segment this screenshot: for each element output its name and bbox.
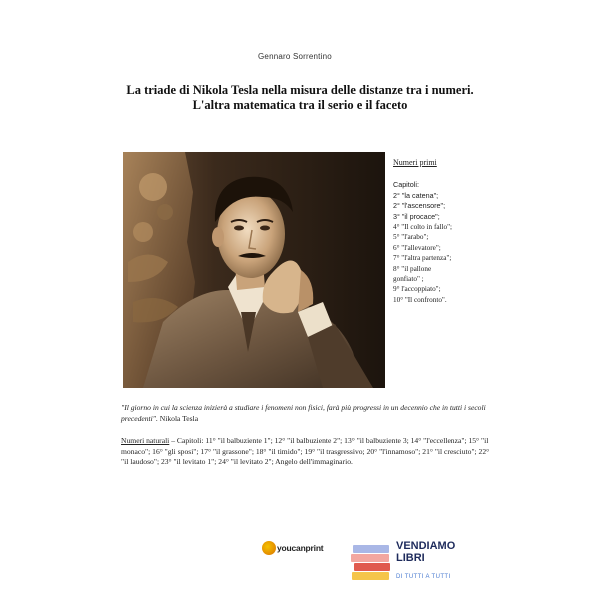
quote-text: "Il giorno in cui la scienza inizierà a studiare i fenomeni non fisici, farà più progressi in un decennio che in tutti i secoli precedenti". xyxy=(121,403,486,423)
chapter-item: gonfiato" ; xyxy=(393,275,424,284)
tesla-portrait-photo xyxy=(123,152,385,388)
natural-numbers-heading: Numeri naturali xyxy=(121,436,170,445)
chapter-item: 10° "Il confronto". xyxy=(393,295,447,304)
natural-numbers-section xyxy=(121,436,496,468)
book-title xyxy=(100,83,500,113)
store-logo xyxy=(351,540,471,588)
chapter-item: 8° "il pallone xyxy=(393,264,432,273)
chapter-item: 5° "l'arabo"; xyxy=(393,233,429,242)
store-brand xyxy=(396,540,455,564)
chapter-item: 7° "l'altra partenza"; xyxy=(393,254,452,263)
chapter-item: 4° "Il colto in fallo"; xyxy=(393,223,453,232)
chapter-item: 6° "l'allevatore"; xyxy=(393,243,441,252)
publisher-name: youcanprint xyxy=(277,543,324,553)
store-brand-line2: LIBRI xyxy=(396,552,425,564)
book-stack-icon xyxy=(351,543,391,583)
chapters-label: Capitoli: xyxy=(393,180,419,190)
title-line-1: La triade di Nikola Tesla nella misura delle distanze tra i numeri. xyxy=(126,83,474,97)
chapter-item: 2° "l'ascensore"; xyxy=(393,201,446,211)
title-line-2: L'altra matematica tra il serio e il faceto xyxy=(192,98,408,112)
quote-author: Nikola Tesla xyxy=(157,414,199,423)
store-tagline: DI TUTTI A TUTTI xyxy=(396,574,451,580)
store-brand-line1: VENDIAMO xyxy=(396,540,456,552)
tesla-quote xyxy=(121,402,491,424)
chapter-item: 3° "il procace"; xyxy=(393,211,440,221)
prime-numbers-heading: Numeri primi xyxy=(393,158,437,167)
natural-numbers-text: – Capitoli: 11° "il balbuziente 1"; 12° "il balbuziente 2"; 13° "il balbuziente 3; 14° "l'eccellenza"; 15° "il monaco"; 16° "gli sposi"; 17° "il grassone"; 18° "il timido"; 19° "il trasgressivo; 20° "l'innamoso"; 21° "il cresciuto"; 22° "il laudoso"; 23° "il levitato 1"; 24° "il levitato 2"; Angelo dell'immaginario. xyxy=(121,436,490,467)
prime-numbers-section xyxy=(393,158,493,305)
sun-mark-icon xyxy=(262,541,276,555)
chapter-item: 2° "la catena"; xyxy=(393,190,439,200)
author-name: Gennaro Sorrentino xyxy=(258,52,332,61)
publisher-logo xyxy=(262,541,323,555)
chapter-item: 9° l'accoppiato"; xyxy=(393,285,441,294)
